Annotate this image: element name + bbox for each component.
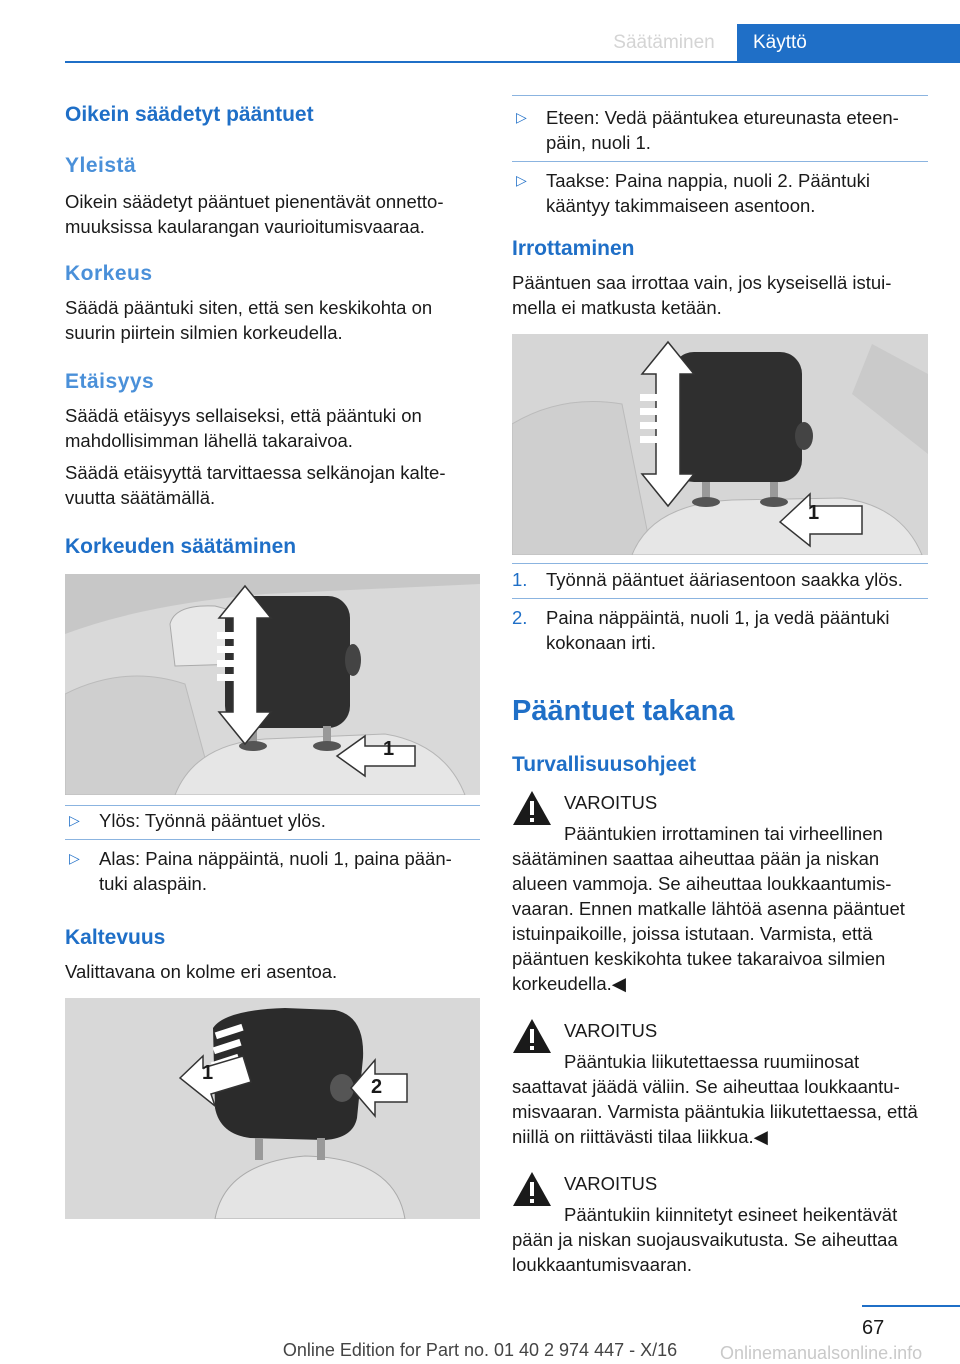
arrow-label-1: 1 [383, 738, 395, 760]
warning-label: VAROITUS [564, 792, 658, 813]
headrest-tilt-illustration [65, 998, 480, 1219]
warning-text: Pääntukia liikutettaessa ruumiinosat saattavat jäädä väliin. Se aiheuttaa loukkaantu‐ misvaaran. Varmista pääntukia liikutettaessa, että niillä on riittävästi tilaa liikkua.◀ [512, 1051, 918, 1147]
header-rule [65, 61, 960, 63]
triangle-bullet-icon: ▷ [516, 109, 527, 125]
warning-text: Pääntukien irrottaminen tai virheellinen säätäminen saattaa aiheuttaa pään ja niskan alueen vammoja. Se aiheuttaa loukkaantumis‐ vaaran. Ennen matkalle lähtöä asenna pääntuet istuinpaikoille, joissa istutaan. Varmista, että pääntuen keskikohta tukee takaraivoa silmien korkeudella.◀ [512, 823, 905, 994]
headrest-height-illustration [65, 574, 480, 795]
list-item: ▷ Ylös: Työnnä pääntuet ylös. [69, 810, 326, 831]
triangle-bullet-icon: ▷ [516, 172, 527, 188]
subhead-yleista: Yleistä [65, 154, 137, 177]
section-title: Oikein säädetyt pääntuet [65, 103, 314, 126]
bullet-list-height [65, 808, 480, 896]
header-chapter-tab: Käyttö [737, 24, 960, 61]
subhead-turvallisuusohjeet: Turvallisuusohjeet [512, 753, 696, 776]
numbered-steps [512, 567, 928, 655]
page-number: 67 [862, 1317, 885, 1339]
divider [65, 805, 480, 806]
section-heading-rear-headrests: Pääntuet takana [512, 695, 735, 727]
divider [512, 161, 928, 162]
warning-triangle-icon [512, 1018, 552, 1054]
step-item: 1. Työnnä pääntuet ääriasentoon saakka ylös. [512, 569, 903, 590]
headrest-tilt-drawing [65, 998, 480, 1219]
step-item: 2. Paina näppäintä, nuoli 1, ja vedä pääntuki kokonaan irti. [512, 607, 890, 653]
warning-block [512, 1018, 928, 1149]
warning-triangle-icon [512, 1171, 552, 1207]
footer-edition: Online Edition for Part no. 01 40 2 974 447 - X/16 [282, 1340, 678, 1360]
paragraph-korkeus: Säädä pääntuki siten, että sen keskikohta on suurin piirtein silmien korkeudella. [65, 297, 433, 343]
bullet-list-tilt [512, 105, 928, 218]
subhead-kaltevuus: Kaltevuus [65, 926, 166, 949]
header-section-label: Säätäminen [613, 32, 715, 53]
paragraph-etaisyys-1: Säädä etäisyys sellaiseksi, että pääntuki on mahdollisimman lähellä takaraivoa. [65, 405, 422, 451]
divider [512, 563, 928, 564]
headrest-removal-drawing [512, 334, 928, 555]
subhead-irrottaminen: Irrottaminen [512, 237, 635, 260]
warning-label: VAROITUS [564, 1020, 658, 1041]
arrow-label-1: 1 [202, 1062, 214, 1084]
headrest-removal-illustration [512, 334, 928, 555]
warning-label: VAROITUS [564, 1173, 658, 1194]
subhead-etaisyys: Etäisyys [65, 370, 155, 393]
arrow-label-1: 1 [808, 502, 820, 524]
warning-block [512, 790, 928, 996]
triangle-bullet-icon: ▷ [69, 812, 80, 828]
warning-text: Pääntukiin kiinnitetyt esineet heikentävät pään ja niskan suojausvaikutusta. Se aiheuttaa loukkaantumisvaaran. [512, 1204, 898, 1275]
paragraph-yleista: Oikein säädetyt pääntuet pienentävät onnetto‐ muuksissa kaularangan vaurioitumisvaaraa. [65, 191, 444, 237]
footer-rule [862, 1305, 960, 1307]
triangle-bullet-icon: ▷ [69, 850, 80, 866]
list-item: ▷ Eteen: Vedä pääntukea etureunasta eteen‐ päin, nuoli 1. [516, 107, 899, 153]
warning-block [512, 1171, 928, 1277]
divider [512, 95, 928, 96]
subhead-korkeus: Korkeus [65, 262, 153, 285]
warnings [512, 790, 928, 1277]
paragraph-kaltevuus: Valittavana on kolme eri asentoa. [65, 961, 338, 982]
paragraph-etaisyys-2: Säädä etäisyyttä tarvittaessa selkänojan kalte‐ vuutta säätämällä. [65, 462, 446, 508]
subhead-korkeuden-saataminen: Korkeuden säätäminen [65, 535, 297, 558]
list-item: ▷ Alas: Paina näppäintä, nuoli 1, paina pään‐ tuki alaspäin. [69, 848, 452, 894]
list-item: ▷ Taakse: Paina nappia, nuoli 2. Pääntuki kääntyy takimmaiseen asentoon. [516, 170, 870, 216]
warning-triangle-icon [512, 790, 552, 826]
divider [512, 598, 928, 599]
headrest-height-drawing [65, 574, 480, 795]
arrow-label-2: 2 [371, 1076, 383, 1098]
divider [65, 839, 480, 840]
paragraph-irrottaminen: Pääntuen saa irrottaa vain, jos kyseisellä istui‐ mella ei matkusta ketään. [512, 272, 892, 318]
watermark: Onlinemanualsonline.info [720, 1343, 923, 1363]
